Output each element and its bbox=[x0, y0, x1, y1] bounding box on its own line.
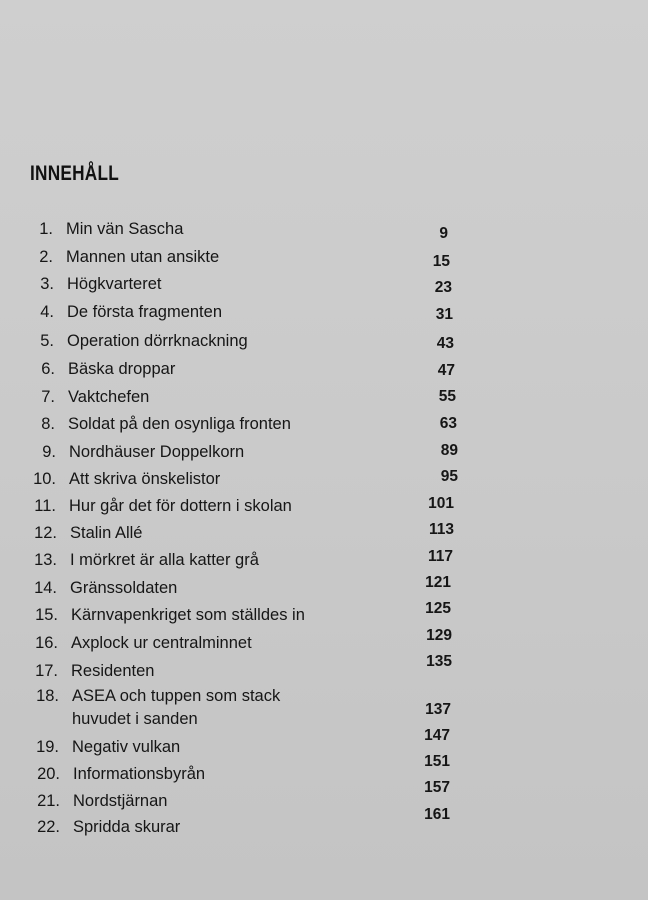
chapter-title-continued: huvudet i sanden bbox=[72, 710, 198, 728]
chapter-title: Axplock ur centralminnet bbox=[71, 634, 252, 652]
chapter-title: Spridda skurar bbox=[73, 818, 181, 836]
page-number: 55 bbox=[438, 388, 456, 405]
chapter-number: 4. bbox=[40, 303, 54, 321]
chapter-number: 14. bbox=[34, 579, 57, 597]
chapter-title: Soldat på den osynliga fronten bbox=[68, 415, 291, 433]
page-number: 117 bbox=[427, 548, 453, 565]
chapter-title: Operation dörrknackning bbox=[67, 332, 248, 350]
chapter-title: Stalin Allé bbox=[70, 524, 143, 542]
chapter-title: Nordhäuser Doppelkorn bbox=[69, 443, 245, 461]
chapter-number: 22. bbox=[37, 818, 60, 836]
page-number: 23 bbox=[434, 279, 452, 296]
chapter-number: 16. bbox=[35, 634, 58, 652]
chapter-title: Nordstjärnan bbox=[73, 792, 168, 810]
chapter-number: 2. bbox=[39, 248, 53, 266]
chapter-number: 7. bbox=[41, 388, 55, 406]
chapter-number: 18. bbox=[36, 687, 59, 705]
page-number: 125 bbox=[425, 600, 451, 617]
page-number: 137 bbox=[425, 701, 451, 718]
chapter-number: 17. bbox=[35, 662, 58, 680]
chapter-number: 15. bbox=[35, 606, 58, 624]
page-number: 157 bbox=[424, 779, 450, 796]
chapter-title: ASEA och tuppen som stack bbox=[72, 687, 281, 705]
chapter-title: Bäska droppar bbox=[68, 360, 176, 378]
chapter-title: Informationsbyrån bbox=[73, 765, 206, 783]
chapter-title: Högkvarteret bbox=[67, 275, 162, 293]
page-number: 121 bbox=[425, 574, 451, 591]
page-number: 43 bbox=[436, 335, 454, 352]
chapter-number: 19. bbox=[36, 738, 59, 756]
chapter-number: 13. bbox=[34, 551, 57, 569]
chapter-number: 8. bbox=[41, 415, 55, 433]
page-number: 63 bbox=[439, 415, 457, 432]
chapter-title: Kärnvapenkriget som ställdes in bbox=[71, 606, 305, 624]
page-number: 89 bbox=[440, 442, 458, 459]
chapter-number: 11. bbox=[34, 497, 56, 515]
chapter-number: 5. bbox=[40, 332, 54, 350]
chapter-title: Min vän Sascha bbox=[66, 220, 184, 238]
page-number: 147 bbox=[424, 727, 450, 744]
toc-heading: INNEHÅLL bbox=[30, 162, 120, 185]
page-number: 95 bbox=[440, 468, 458, 485]
chapter-title: Residenten bbox=[71, 662, 155, 680]
chapter-title: De första fragmenten bbox=[67, 303, 222, 321]
chapter-number: 10. bbox=[33, 470, 56, 488]
chapter-number: 20. bbox=[37, 765, 60, 783]
page-number: 101 bbox=[428, 495, 454, 512]
page-number: 31 bbox=[435, 306, 453, 323]
chapter-number: 12. bbox=[34, 524, 57, 542]
chapter-title: Mannen utan ansikte bbox=[66, 248, 220, 266]
chapter-title: Hur går det för dottern i skolan bbox=[69, 497, 292, 515]
chapter-number: 9. bbox=[42, 443, 56, 461]
chapter-title: Att skriva önskelistor bbox=[69, 470, 221, 488]
chapter-number: 6. bbox=[41, 360, 55, 378]
page-number: 15 bbox=[432, 253, 450, 270]
page-number: 151 bbox=[424, 753, 450, 770]
page-number: 47 bbox=[437, 362, 455, 379]
page-number: 161 bbox=[424, 806, 450, 823]
chapter-title: I mörkret är alla katter grå bbox=[70, 551, 259, 569]
chapter-number: 3. bbox=[40, 275, 54, 293]
page-number: 113 bbox=[428, 521, 454, 538]
chapter-title: Gränssoldaten bbox=[70, 579, 178, 597]
page-number: 9 bbox=[439, 225, 448, 242]
chapter-title: Vaktchefen bbox=[68, 388, 150, 406]
chapter-number: 21. bbox=[37, 792, 60, 810]
page-number: 129 bbox=[426, 627, 452, 644]
chapter-number: 1. bbox=[39, 220, 53, 238]
page-number: 135 bbox=[426, 653, 452, 670]
chapter-title: Negativ vulkan bbox=[72, 738, 181, 756]
